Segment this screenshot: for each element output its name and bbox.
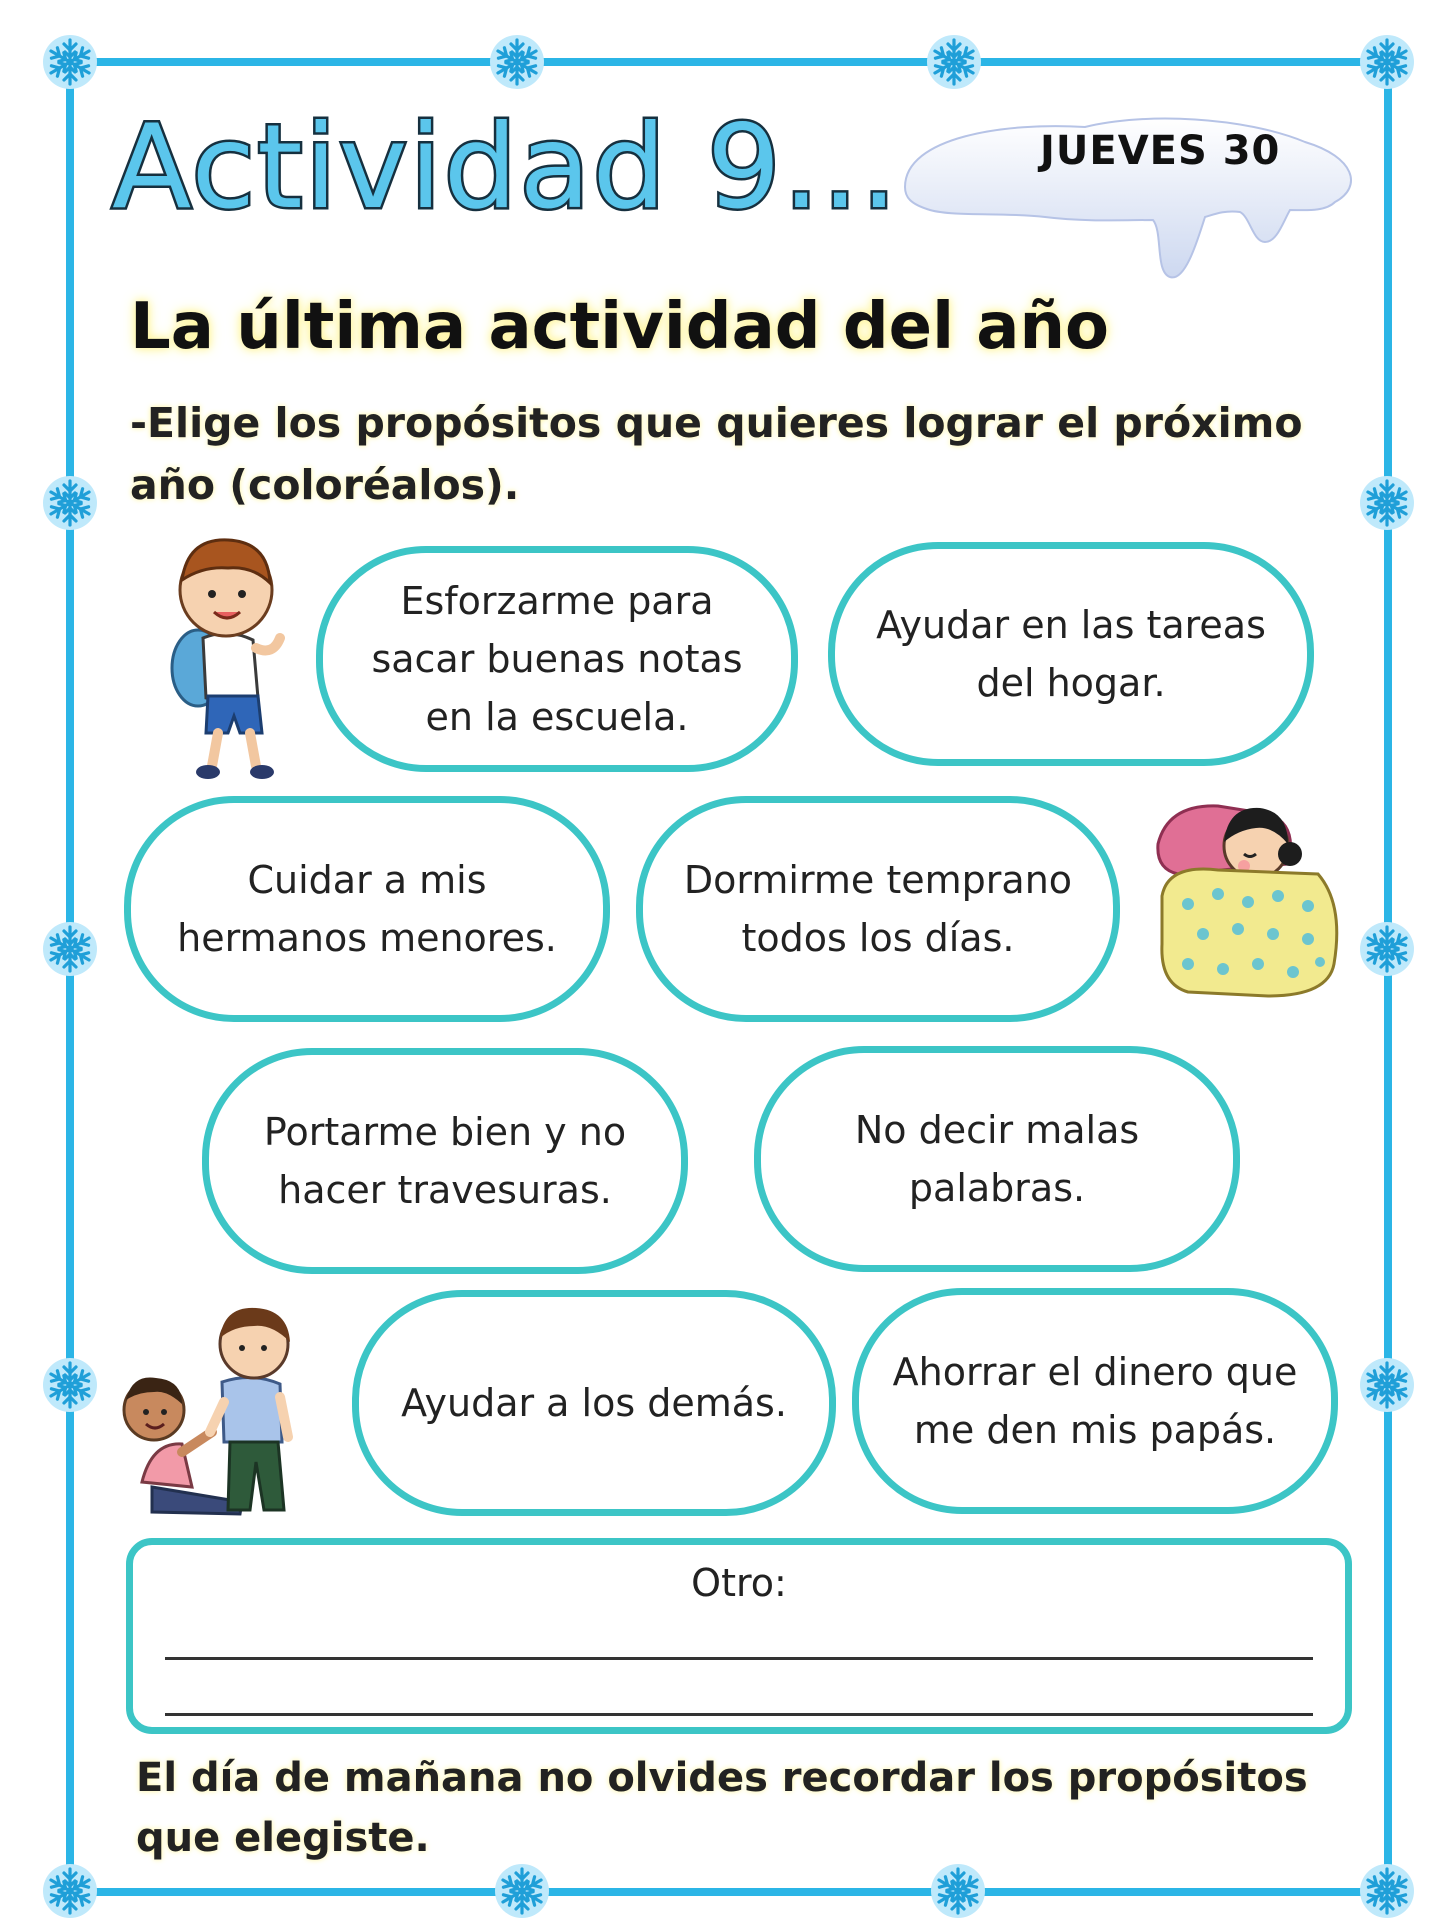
snowflake-icon xyxy=(929,1862,987,1920)
goal-text: Portarme bien y no hacer travesuras. xyxy=(263,1110,627,1212)
activity-title: Actividad 9... xyxy=(112,100,900,235)
goal-text: Ayudar en las tareas del hogar. xyxy=(876,603,1266,705)
snowflake-icon xyxy=(41,33,99,91)
snowflake-icon xyxy=(1358,1862,1416,1920)
snowflake-icon xyxy=(493,1862,551,1920)
snowflake-icon xyxy=(41,920,99,978)
frame-right-line xyxy=(1384,70,1392,1892)
goal-oval-sleep[interactable] xyxy=(636,796,1120,1022)
snowflake-icon xyxy=(925,33,983,91)
snowflake-icon xyxy=(488,33,546,91)
write-line[interactable] xyxy=(165,1713,1313,1716)
frame-left-line xyxy=(66,70,74,1892)
write-line[interactable] xyxy=(165,1657,1313,1660)
goal-text: No decir malas palabras. xyxy=(854,1108,1140,1210)
snowflake-icon xyxy=(41,1862,99,1920)
boy-walking-illustration xyxy=(158,528,298,784)
snowflake-icon xyxy=(1358,474,1416,532)
goal-oval-language[interactable] xyxy=(754,1046,1240,1272)
frame-bottom-line xyxy=(70,1888,1378,1896)
snowflake-icon xyxy=(1358,1356,1416,1414)
goal-oval-siblings[interactable] xyxy=(124,796,610,1022)
snowflake-icon xyxy=(41,1356,99,1414)
girl-sleeping-illustration xyxy=(1148,784,1348,1002)
other-label: Otro: xyxy=(691,1561,787,1605)
other-goal-box[interactable] xyxy=(126,1538,1352,1734)
goal-text: Ahorrar el dinero que me den mis papás. xyxy=(892,1350,1298,1452)
goal-oval-help-others[interactable] xyxy=(352,1290,836,1516)
goal-text: Esforzarme para sacar buenas notas en la escuela. xyxy=(371,579,743,739)
kids-helping-illustration xyxy=(112,1292,342,1522)
footer-reminder: El día de mañana no olvides recordar los propósitos que elegiste. xyxy=(136,1755,1308,1861)
date-label: JUEVES 30 xyxy=(1040,128,1281,174)
instruction-text: -Elige los propósitos que quieres lograr el próximo año (coloréalos). xyxy=(130,399,1303,509)
snowflake-icon xyxy=(1358,920,1416,978)
subtitle: La última actividad del año xyxy=(130,290,1109,364)
goal-text: Cuidar a mis hermanos menores. xyxy=(177,858,557,960)
goal-oval-save-money[interactable] xyxy=(852,1288,1338,1514)
goal-text: Dormirme temprano todos los días. xyxy=(683,858,1073,960)
snowflake-icon xyxy=(41,474,99,532)
goal-oval-behave[interactable] xyxy=(202,1048,688,1274)
goal-oval-study[interactable] xyxy=(316,546,798,772)
snow-cloud xyxy=(885,92,1365,282)
snowflake-icon xyxy=(1358,33,1416,91)
goal-text: Ayudar a los demás. xyxy=(401,1381,787,1425)
frame-top-line xyxy=(70,58,1378,66)
goal-oval-housework[interactable] xyxy=(828,542,1314,766)
